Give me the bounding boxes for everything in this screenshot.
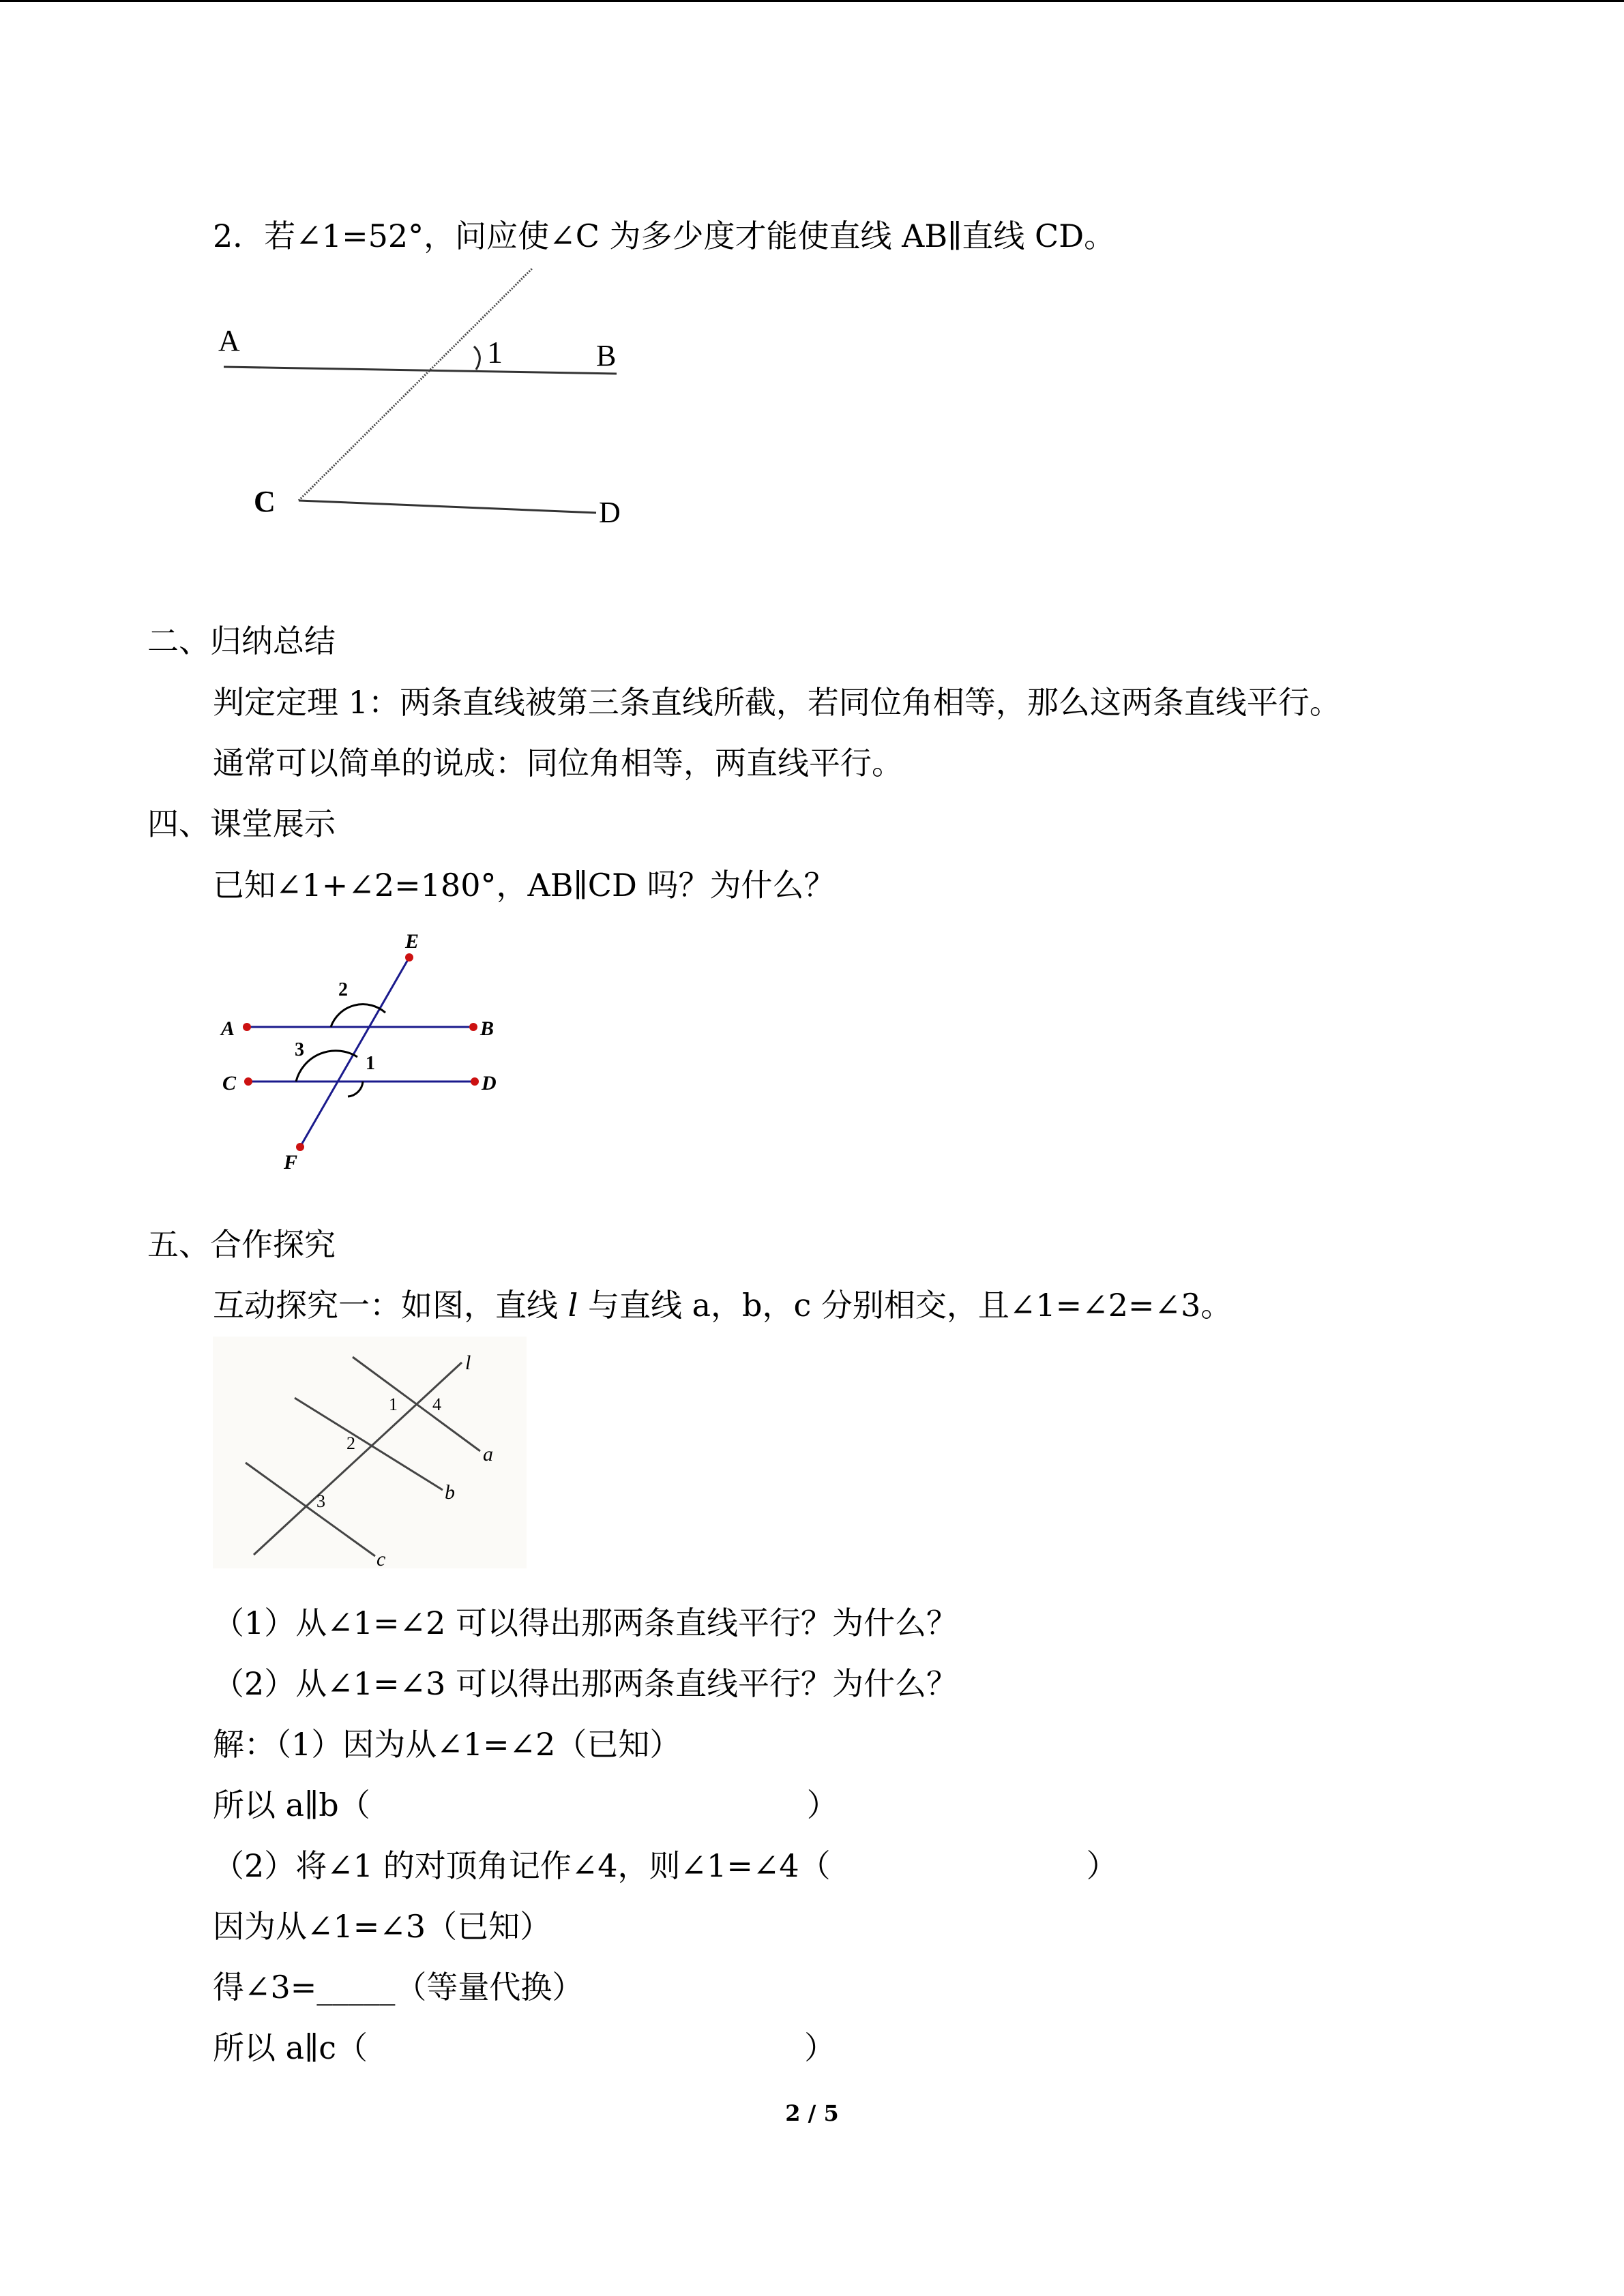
label-d: D [599, 496, 621, 529]
label-c: c [377, 1548, 386, 1570]
page-number: 2 / 5 [785, 2100, 839, 2126]
sol6-prefix: 所以 a∥c（ [213, 2029, 368, 2066]
angle-1-arc [474, 346, 479, 370]
sol5-prefix: 得∠3= [213, 1969, 317, 2006]
label-angle-3: 3 [316, 1491, 325, 1511]
label-a: A [218, 324, 240, 357]
intro-prefix: 互动探究一：如图，直线 [213, 1287, 568, 1324]
label-angle-2: 2 [346, 1433, 355, 1453]
summary-heading: 二、归纳总结 [147, 623, 336, 659]
label-angle-1: 1 [366, 1053, 375, 1074]
line-cd [299, 501, 596, 513]
label-angle-1: 1 [487, 335, 503, 370]
point-b [469, 1023, 477, 1031]
label-e: E [405, 930, 419, 953]
label-b: b [445, 1481, 455, 1504]
point-e [405, 953, 413, 961]
question-1: （1）从∠1=∠2 可以得出那两条直线平行？为什么？ [213, 1605, 958, 1641]
solution-line-1: 解：（1）因为从∠1=∠2（已知） [213, 1726, 681, 1763]
label-l: l [465, 1352, 471, 1374]
angle-3-arc [296, 1051, 357, 1082]
label-angle-4: 4 [432, 1395, 441, 1414]
point-c [244, 1077, 252, 1086]
sol3-suffix: ） [1086, 1847, 1118, 1884]
theorem-text: 判定定理 1：两条直线被第三条直线所截，若同位角相等，那么这两条直线平行。 [213, 684, 1341, 721]
figure-background [213, 1337, 527, 1568]
sol3-prefix: （2）将∠1 的对顶角记作∠4，则∠1=∠4（ [213, 1847, 831, 1884]
problem-2-text: 2．若∠1=52°，问应使∠C 为多少度才能使直线 AB∥直线 CD。 [213, 218, 1116, 254]
theorem-simple: 通常可以简单的说成：同位角相等，两直线平行。 [213, 745, 903, 781]
intro-suffix: 与直线 a，b，c 分别相交，且∠1=∠2=∠3。 [578, 1287, 1232, 1324]
explore-heading: 五、合作探究 [147, 1226, 336, 1263]
angle-2-arc [331, 1004, 385, 1027]
label-b: B [480, 1017, 494, 1040]
figure-three-lines [213, 1337, 540, 1575]
display-question: 已知∠1+∠2=180°，AB∥CD 吗？为什么？ [213, 867, 836, 904]
solution-line-4: 因为从∠1=∠3（已知） [213, 1908, 552, 1945]
solution-line-5 [213, 1967, 583, 2008]
label-c: C [222, 1072, 237, 1094]
transversal-line [299, 269, 532, 501]
figure-parallel-transversal [211, 927, 518, 1180]
explore-intro [213, 1285, 1232, 1326]
sol5-blank[interactable]: _____ [316, 1969, 396, 2006]
angle-1-arc [348, 1082, 363, 1097]
figure-ab-cd [205, 259, 641, 546]
solution-line-6 [213, 2027, 836, 2068]
sol6-suffix: ） [804, 2029, 836, 2066]
line-ab [224, 367, 617, 374]
point-f [296, 1143, 304, 1151]
label-a: A [221, 1017, 235, 1040]
solution-line-2 [213, 1785, 838, 1825]
sol2-prefix: 所以 a∥b（ [213, 1787, 370, 1823]
point-d [471, 1077, 479, 1086]
label-angle-3: 3 [295, 1039, 304, 1060]
display-heading: 四、课堂展示 [147, 805, 336, 842]
intro-var-l: l [567, 1287, 578, 1324]
sol5-suffix: （等量代换） [395, 1969, 584, 2006]
question-2: （2）从∠1=∠3 可以得出那两条直线平行？为什么？ [213, 1665, 958, 1702]
solution-line-3 [213, 1845, 1118, 1886]
label-b: B [596, 339, 617, 372]
sol2-suffix: ） [806, 1787, 838, 1823]
line-ef [300, 957, 409, 1147]
label-angle-2: 2 [338, 979, 348, 1000]
label-d: D [482, 1072, 497, 1094]
label-f: F [284, 1151, 298, 1174]
top-border [0, 0, 1624, 2]
label-a: a [483, 1443, 493, 1465]
label-angle-1: 1 [389, 1395, 398, 1414]
label-c: C [254, 485, 276, 518]
point-a [243, 1023, 251, 1031]
